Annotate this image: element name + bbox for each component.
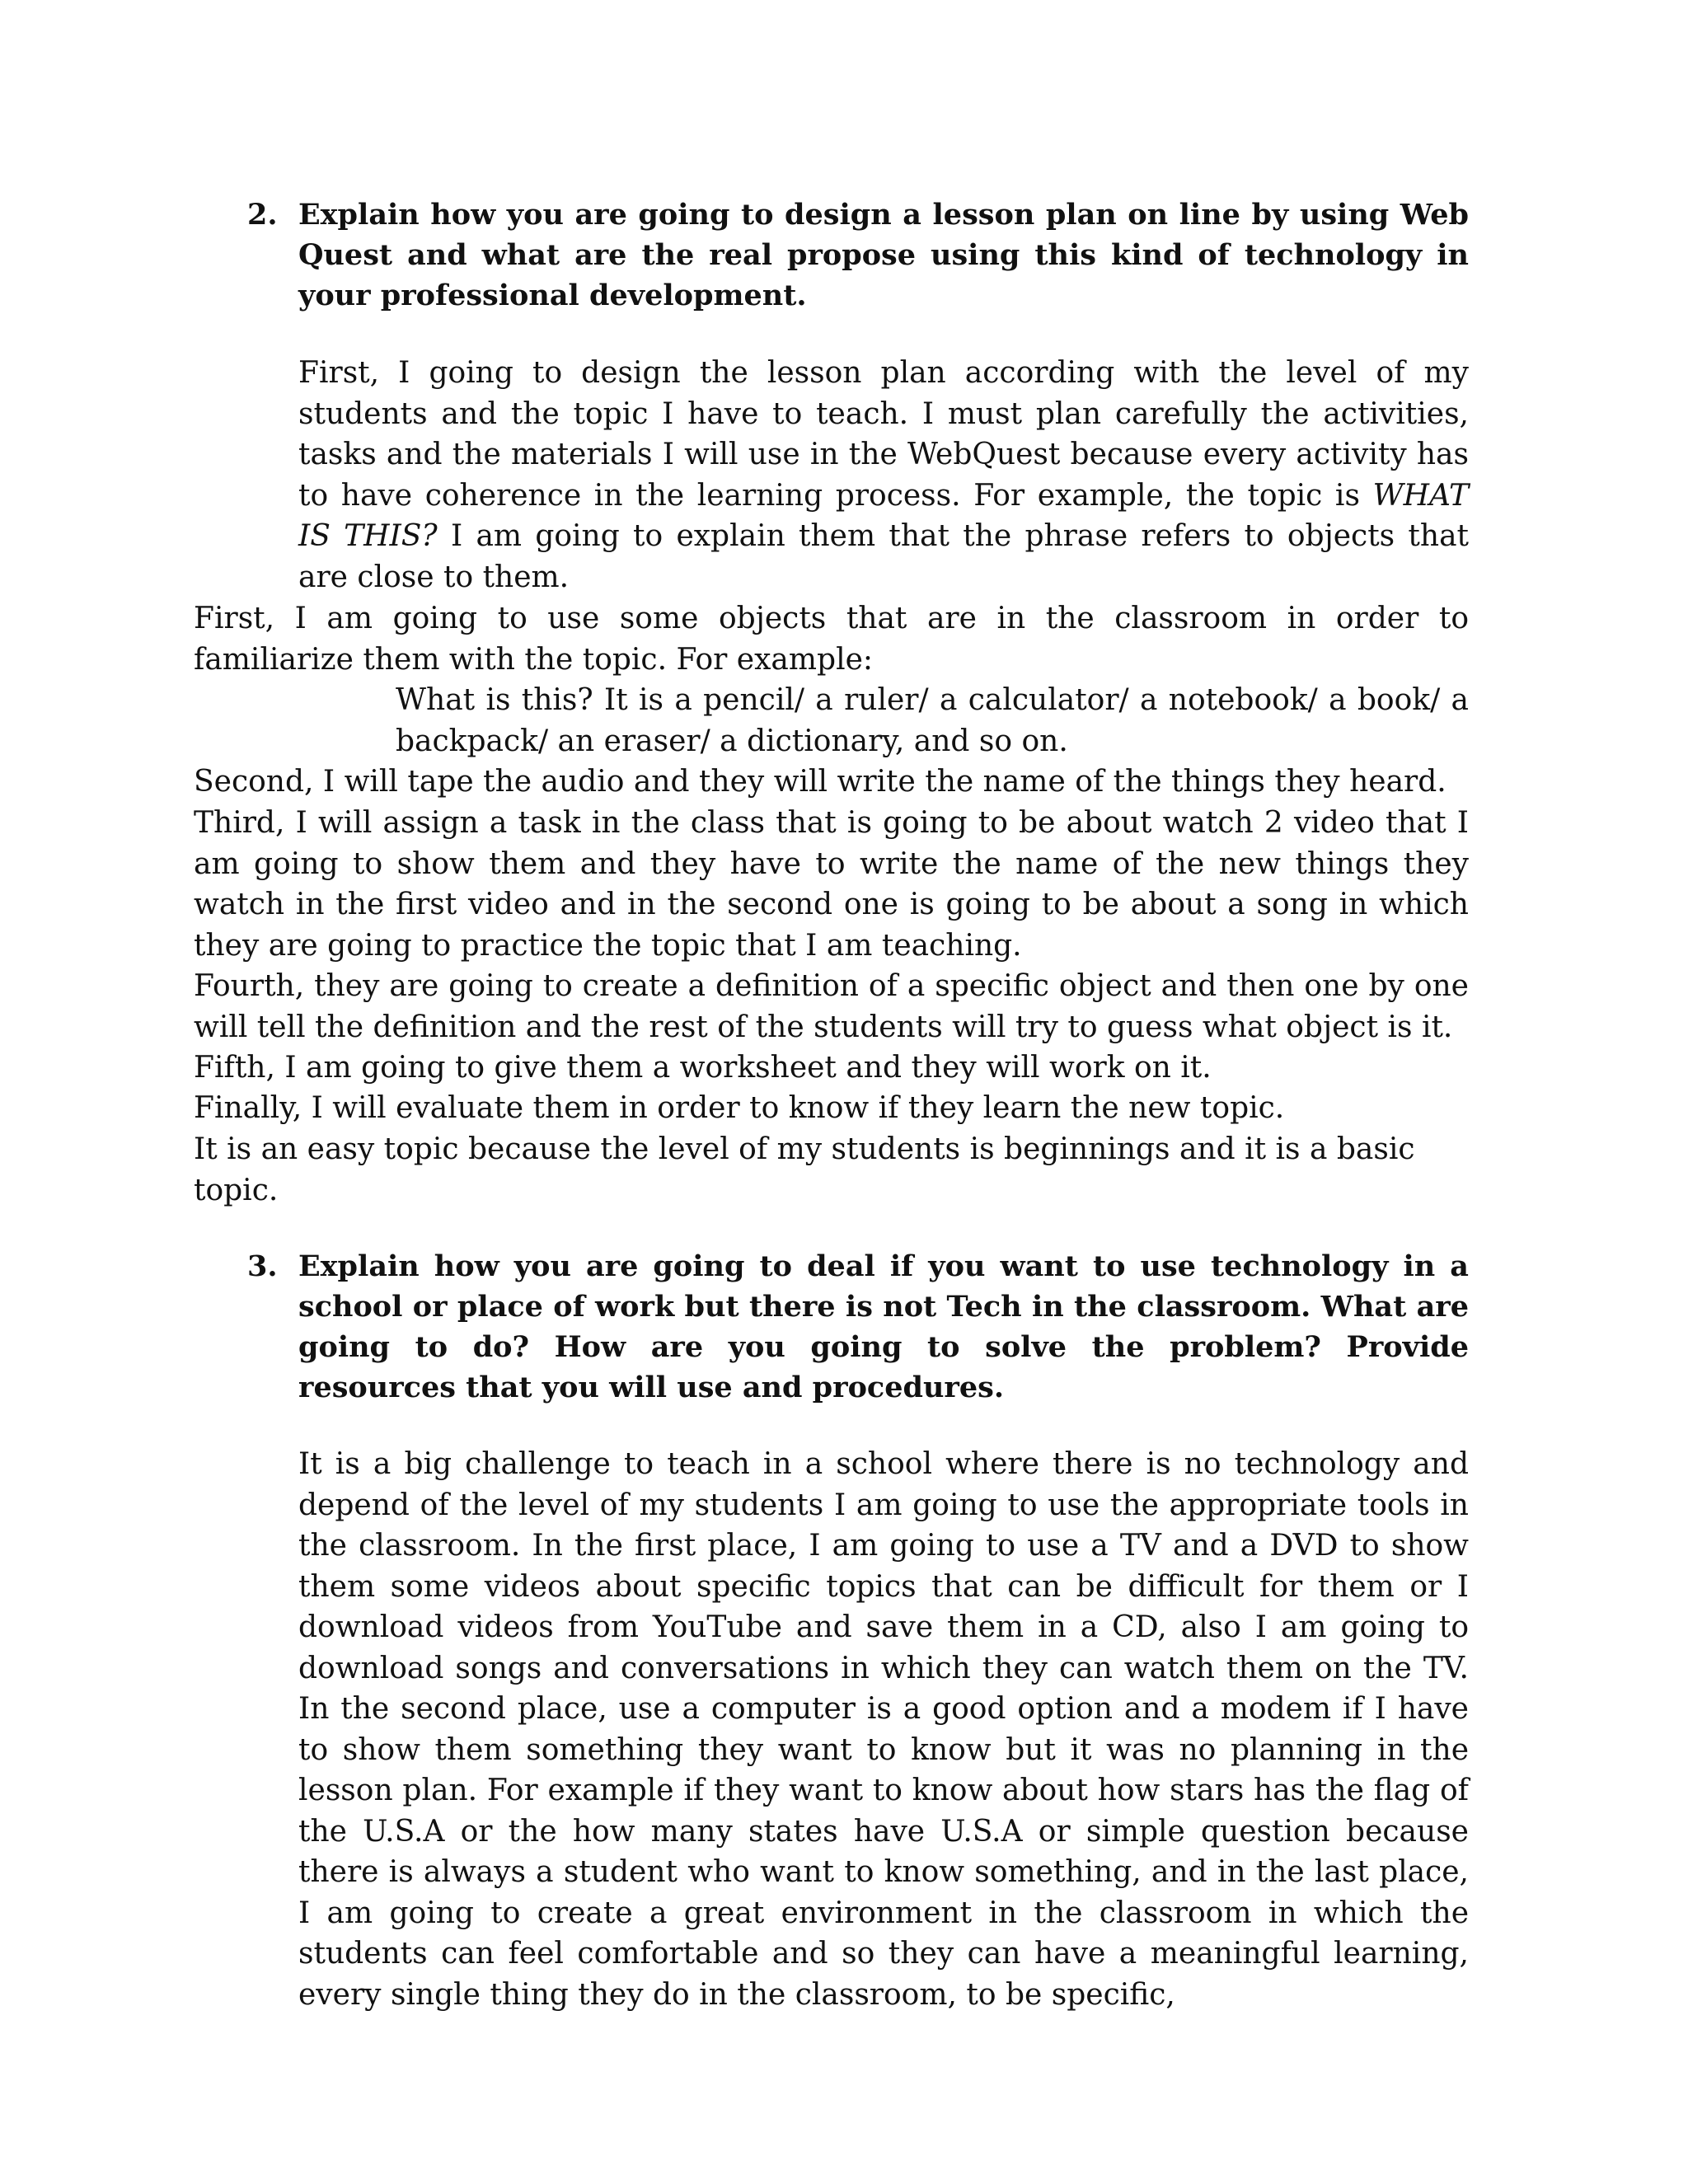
step-second: Second, I will tape the audio and they will write the name of the things they heard. — [194, 765, 1447, 799]
question-3-text: Explain how you are going to deal if you want to use technology in a school or place of work but there is not Tech in the classroom. What are going to do? How are you going to solve the problem? Provide resources that you will use and procedures. — [298, 1249, 1469, 1404]
step-first: First, I am going to use some objects that are in the classroom in order to familiarize them with the topic. For example: — [194, 602, 1469, 677]
question-3-number: 3. — [247, 1249, 278, 1283]
question-2-text: Explain how you are going to design a lesson plan on line by using Web Quest and what are the real propose using this kind of technology in your professional development. — [298, 198, 1469, 312]
answer-2-text-after: I am going to explain them that the phrase refers to objects that are close to them. — [298, 519, 1469, 594]
step-third: Third, I will assign a task in the class that is going to be about watch 2 video that I am going to show them and they have to write the name of the new things they watch in the first video and in the second one is going to be about a song in which they are going to practice the topic that I am teaching. — [194, 806, 1469, 963]
step-finally: Finally, I will evaluate them in order to know if they learn the new topic. — [194, 1091, 1285, 1125]
step-fifth: Fifth, I am going to give them a worksheet and they will work on it. — [194, 1051, 1212, 1085]
answer-2-paragraph — [298, 353, 1469, 598]
step-closing: It is an easy topic because the level of my students is beginnings and it is a basic topic. — [194, 1132, 1415, 1207]
step-fourth: Fourth, they are going to create a definition of a specific object and then one by one will tell the definition and the rest of the students will try to guess what object is it. — [194, 969, 1469, 1044]
answer-2-text-before: First, I going to design the lesson plan according with the level of my students and the topic I have to teach. I must plan carefully the activities, tasks and the materials I will use in the WebQuest because every activity has to have coherence in the learning process. For example, the topic is — [298, 356, 1469, 513]
answer-2-italic-topic: WHAT IS THIS? — [298, 478, 1469, 553]
question-3 — [247, 1246, 1469, 1408]
question-2-number: 2. — [247, 198, 278, 232]
example-sentence: What is this? It is a pencil/ a ruler/ a calculator/ a notebook/ a book/ a backpack/ an eraser/ a dictionary, and so on. — [396, 683, 1469, 758]
answer-3-paragraph: It is a big challenge to teach in a school where there is no technology and depend of the level of my students I am going to use the appropriate tools in the classroom. In the first place, I am going to use a TV and a DVD to show them some videos about specific topics that can be difficult for them or I download videos from YouTube and save them in a CD, also I am going to download songs and conversations in which they can watch them on the TV. In the second place, use a computer is a good option and a modem if I have to show them something they want to know but it was no planning in the lesson plan. For example if they want to know about how stars has the flag of the U.S.A or the how many states have U.S.A or simple question because there is always a student who want to know something, and in the last place, I am going to create a great environment in the classroom in which the students can feel comfortable and so they can have a meaningful learning, every single thing they do in the classroom, to be specific, — [298, 1447, 1469, 2012]
question-2 — [247, 194, 1469, 316]
